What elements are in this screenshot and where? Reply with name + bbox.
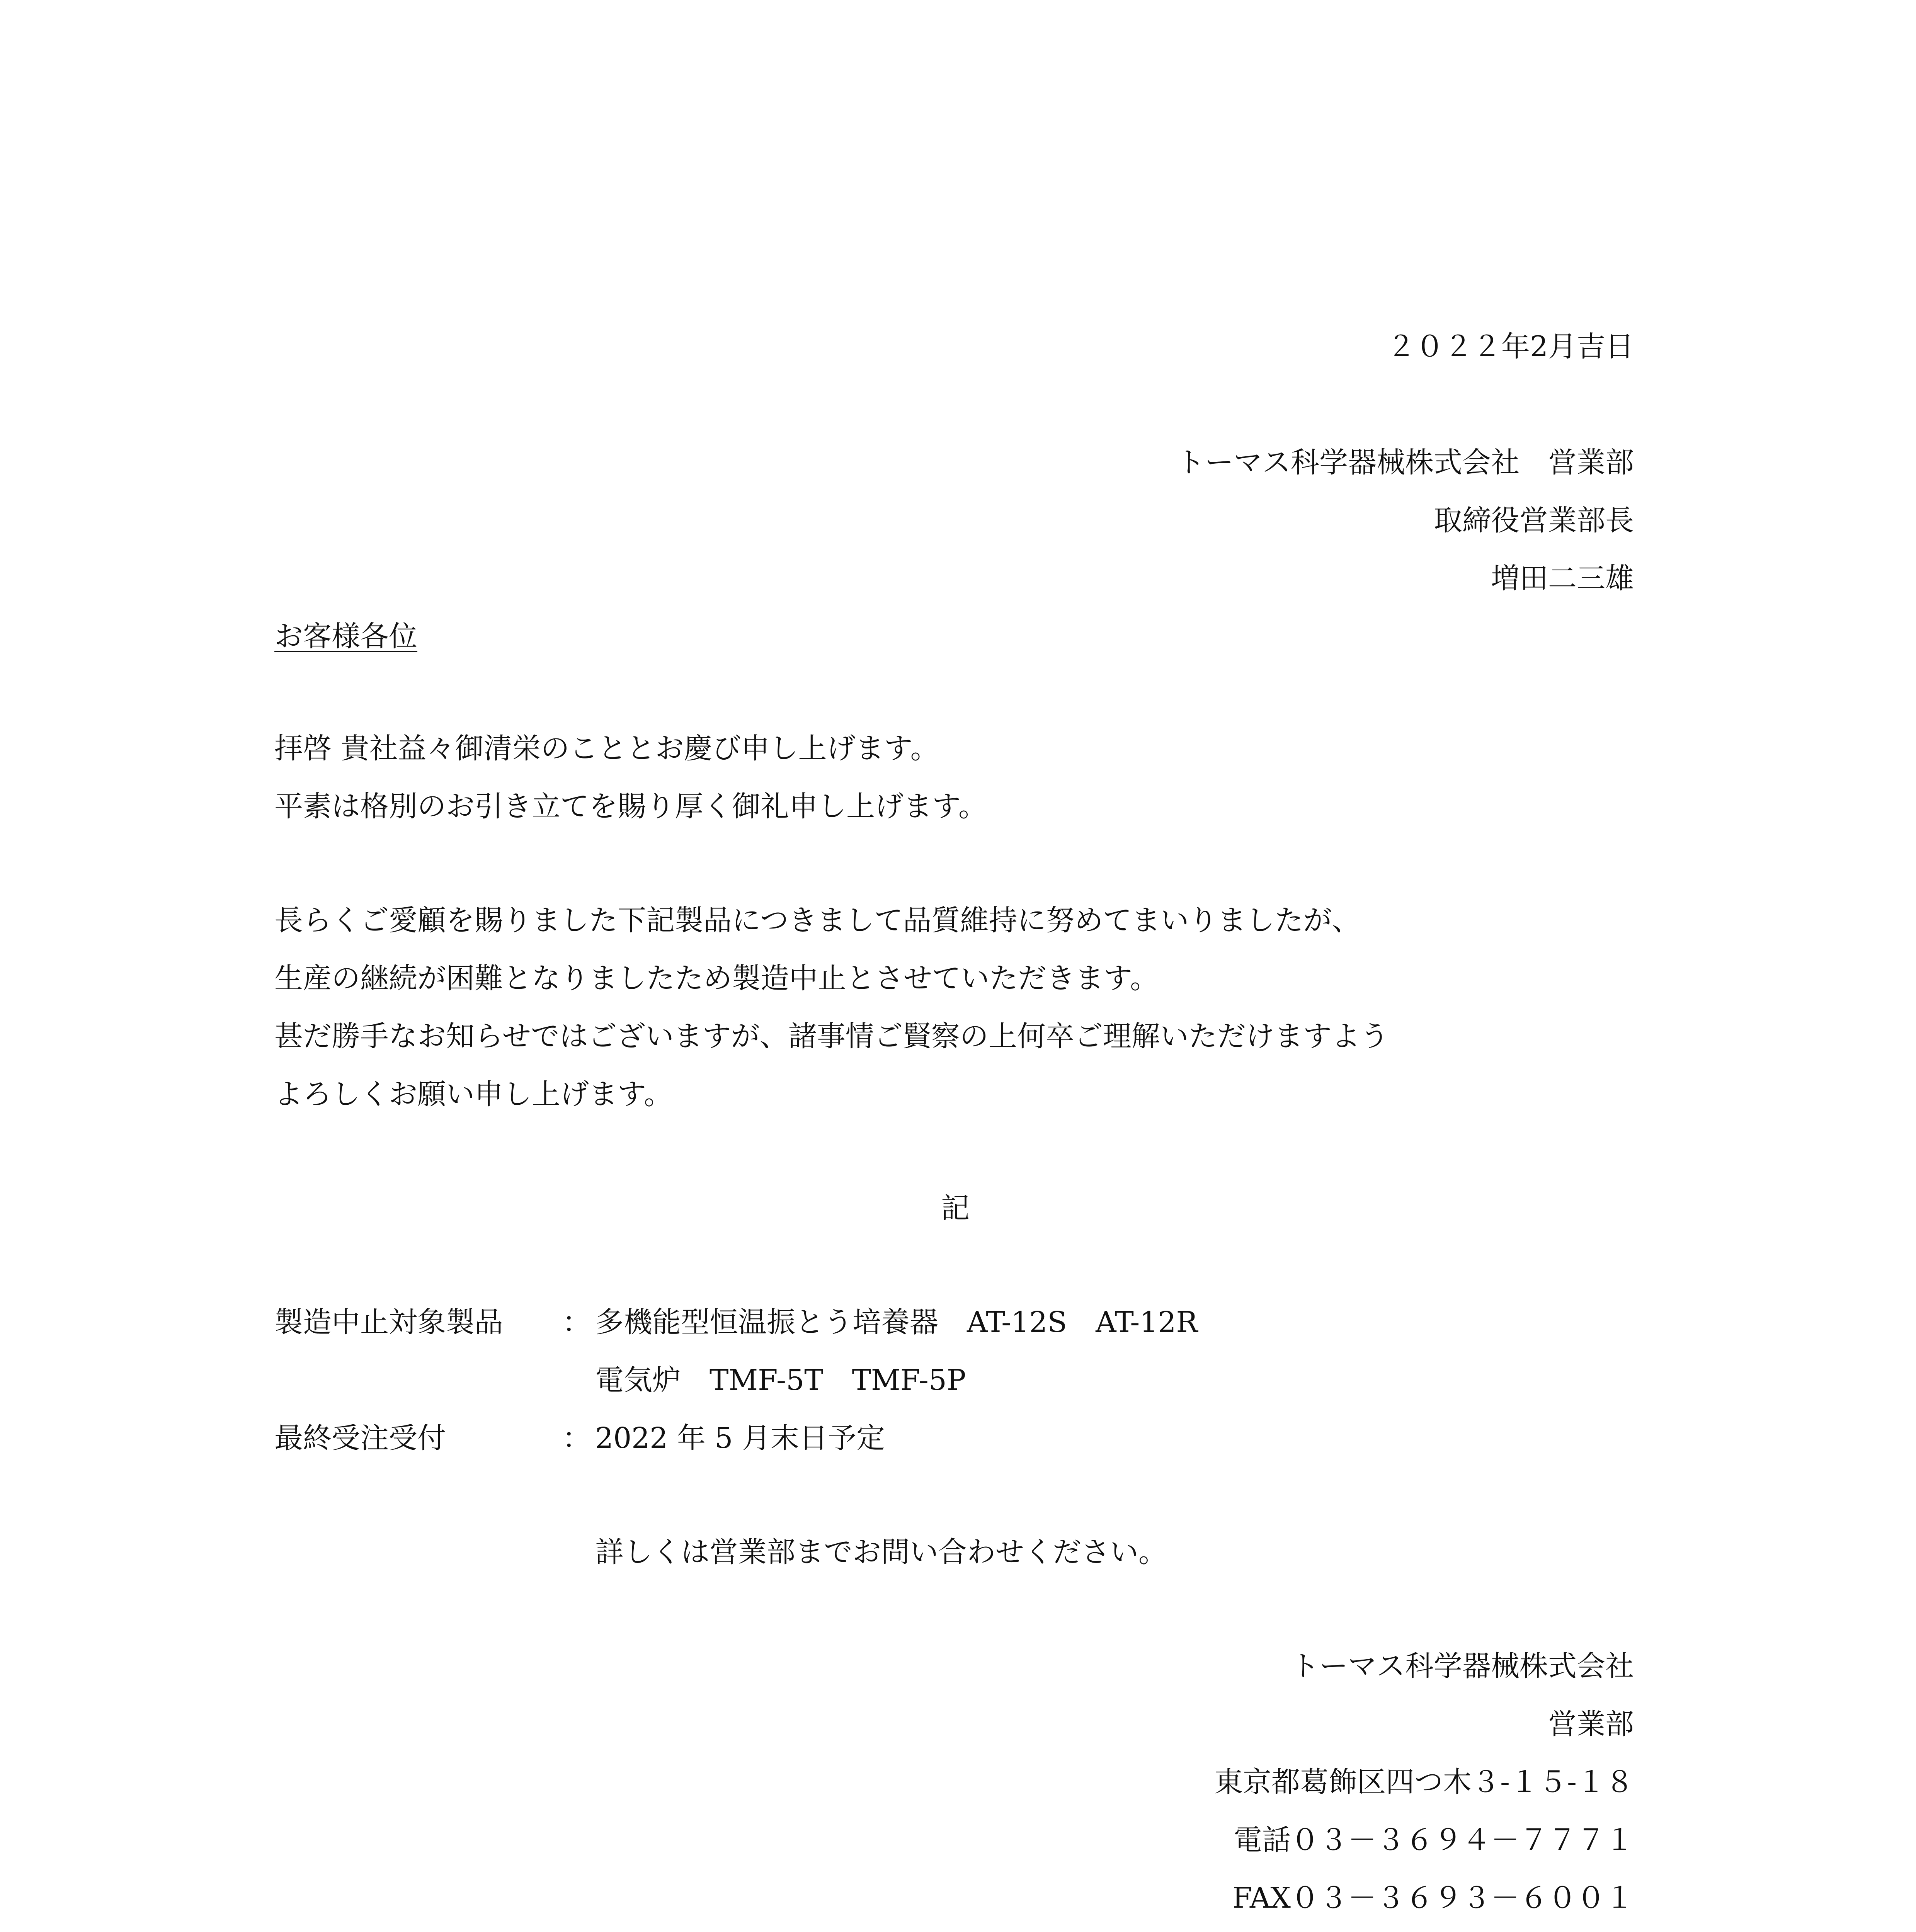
discontinued-products-value-2: 電気炉 TMF-5T TMF-5P — [595, 1364, 966, 1397]
body-line-4: よろしくお願い申し上げます。 — [274, 1078, 673, 1111]
greeting-line-1: 拝啓 貴社益々御清栄のこととお慶び申し上げます。 — [274, 732, 939, 765]
final-order-value: 2022 年 5 月末日予定 — [595, 1422, 885, 1455]
greeting-line-2: 平素は格別のお引き立てを賜り厚く御礼申し上げます。 — [274, 790, 987, 823]
discontinued-products-colon: ： — [562, 1306, 591, 1339]
record-heading: 記 — [941, 1192, 970, 1225]
recipient-heading: お客様各位 — [274, 620, 417, 653]
body-line-3: 甚だ勝手なお知らせではございますが、諸事情ご賢察の上何卒ご理解いただけますよう — [274, 1020, 1389, 1053]
footer-phone: 電話０３－３６９４－７７７１ — [1234, 1823, 1634, 1857]
final-order-colon: ： — [562, 1422, 591, 1455]
discontinued-products-label: 製造中止対象製品 — [274, 1306, 503, 1339]
sender-title: 取締役営業部長 — [1434, 504, 1634, 537]
final-order-label: 最終受注受付 — [274, 1422, 446, 1455]
footer-department: 営業部 — [1548, 1708, 1634, 1741]
footer-address: 東京都葛飾区四つ木３‐１５‐１８ — [1214, 1765, 1634, 1799]
discontinued-products-value-1: 多機能型恒温振とう培養器 AT-12S AT-12R — [595, 1306, 1198, 1339]
sender-name: 増田二三雄 — [1491, 562, 1634, 595]
body-line-1: 長らくご愛顧を賜りました下記製品につきまして品質維持に努めてまいりましたが、 — [274, 904, 1361, 937]
footer-fax: FAX０３－３６９３－６００１ — [1232, 1881, 1634, 1915]
sender-company-department: トーマス科学器械株式会社 営業部 — [1176, 446, 1634, 479]
document-date: ２０２２年2月吉日 — [1387, 330, 1634, 363]
footer-company: トーマス科学器械株式会社 — [1291, 1650, 1634, 1683]
body-line-2: 生産の継続が困難となりましたため製造中止とさせていただきます。 — [274, 962, 1159, 995]
inquiry-note: 詳しくは営業部までお問い合わせください。 — [595, 1536, 1167, 1569]
